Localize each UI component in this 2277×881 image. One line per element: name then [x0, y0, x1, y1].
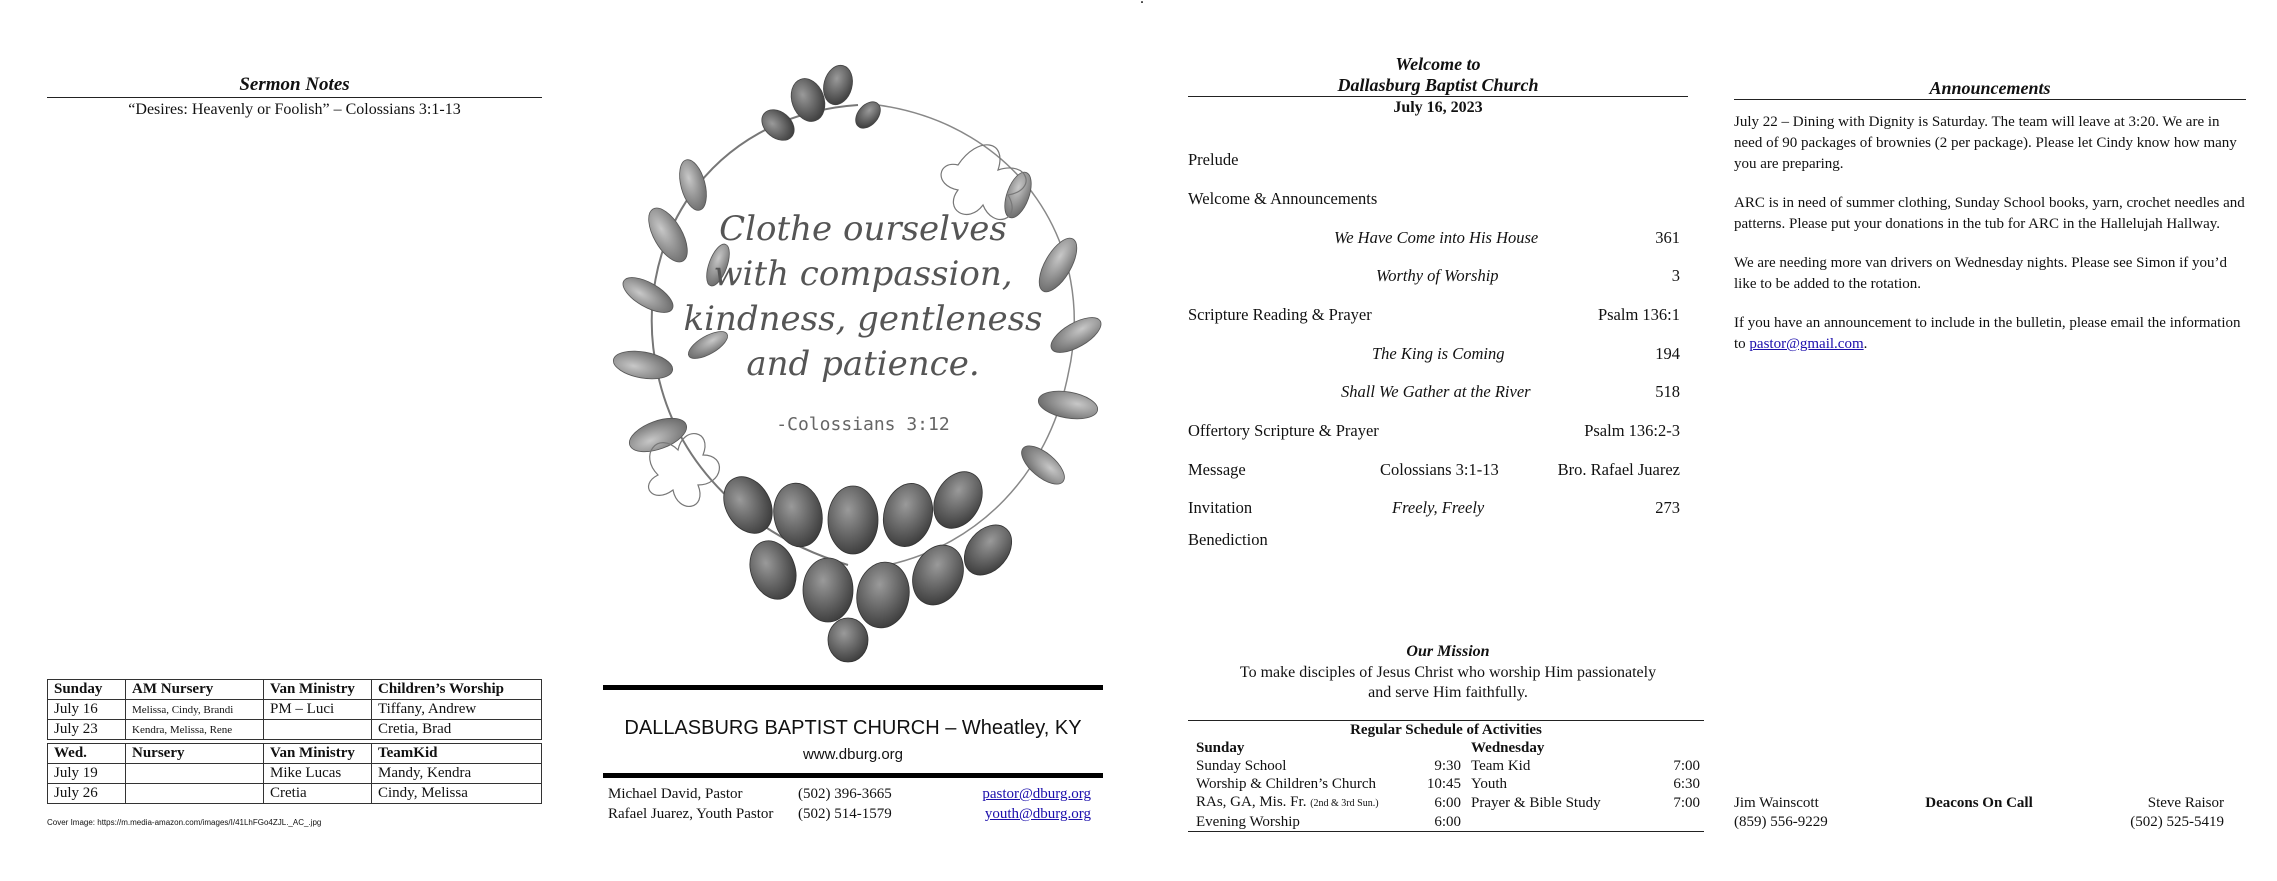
message-speaker: Bro. Rafael Juarez — [1557, 460, 1680, 479]
announcement-item: ARC is in need of summer clothing, Sunday School books, yarn, crochet needles and patterns. Please put your donations in the tub for ARC in the Hallelujah Hallway. — [1734, 195, 2245, 232]
activity-name: Worship & Children’s Church — [1196, 776, 1377, 792]
header-cell: TeamKid — [372, 744, 542, 764]
nursery-cell — [126, 784, 264, 804]
schedule-rule-top — [1188, 720, 1704, 721]
service-date: July 16, 2023 — [1393, 99, 1483, 116]
scripture-label: Scripture Reading & Prayer — [1188, 305, 1372, 324]
hymn-number: 518 — [1655, 382, 1680, 401]
contact-email-link[interactable]: pastor@dburg.org — [982, 786, 1091, 802]
hymn-number: 361 — [1655, 228, 1680, 247]
offertory-label: Offertory Scripture & Prayer — [1188, 421, 1379, 440]
verse-line: with compassion, — [713, 254, 1013, 294]
church-name-heading: Dallasburg Baptist Church — [1188, 75, 1688, 97]
scripture-row — [1188, 305, 1688, 325]
prelude: Prelude — [1188, 150, 1239, 169]
verse-line: and patience. — [746, 344, 980, 384]
invitation-label: Invitation — [1188, 498, 1253, 517]
regular-schedule-table — [1196, 739, 1700, 831]
activity-name: RAs, GA, Mis. Fr. — [1196, 794, 1307, 810]
schedule-table-wednesday — [47, 743, 542, 804]
church-website: www.dburg.org — [802, 746, 904, 763]
announcement-item: We are needing more van drivers on Wednesday nights. Please see Simon if you’d like to be added to the rotation. — [1734, 255, 2228, 292]
contact-phone: (502) 514-1579 — [798, 806, 892, 822]
hymn-title: The King is Coming — [1372, 344, 1505, 363]
teamkid-cell: Cindy, Melissa — [372, 784, 542, 804]
announcement-end: . — [1863, 336, 1868, 352]
header-cell: Sunday — [48, 680, 126, 700]
sermon-notes-panel — [47, 74, 542, 119]
invitation-song: Freely, Freely — [1392, 498, 1485, 517]
announcements-panel — [1734, 78, 2246, 373]
date-cell: July 26 — [48, 784, 126, 804]
activity-time: 6:00 — [1434, 795, 1461, 811]
teamkid-cell: Mandy, Kendra — [372, 764, 542, 784]
verse-reference: -Colossians 3:12 — [776, 414, 950, 435]
welcome-announcements: Welcome & Announcements — [1188, 189, 1378, 208]
header-cell: Van Ministry — [264, 744, 372, 764]
hymn-title: We Have Come into His House — [1334, 228, 1539, 247]
hymn-title: Worthy of Worship — [1376, 266, 1499, 285]
activity-time: 6:00 — [1434, 814, 1461, 830]
sunday-header: Sunday — [1196, 740, 1245, 756]
header-cell: Wed. — [48, 744, 126, 764]
top-mark — [1140, 0, 1144, 8]
announcement-email-link[interactable]: pastor@gmail.com — [1749, 336, 1864, 352]
hymn-number: 3 — [1671, 266, 1680, 285]
leaf-wreath-illustration — [598, 45, 1118, 665]
deacon-name: Jim Wainscott — [1734, 795, 1819, 811]
divider-top — [603, 685, 1103, 690]
activity-row — [1196, 793, 1421, 813]
message-row — [1188, 460, 1688, 480]
welcome-line: Welcome to — [1395, 54, 1481, 74]
contact-phone: (502) 396-3665 — [798, 786, 892, 802]
deacon-phone: (502) 525-5419 — [2130, 814, 2224, 830]
divider-bottom — [603, 773, 1103, 778]
hymn-number: 194 — [1655, 344, 1680, 363]
mission-block — [1188, 643, 1708, 702]
hymn-title: Shall We Gather at the River — [1341, 382, 1531, 401]
cover-art — [598, 45, 1118, 665]
nursery-cell: Melissa, Cindy, Brandi — [126, 700, 264, 720]
announcement-item — [1734, 313, 2246, 355]
date-cell: July 16 — [48, 700, 126, 720]
nursery-cell — [126, 764, 264, 784]
activity-note: (2nd & 3rd Sun.) — [1310, 798, 1379, 809]
schedule-rule-bottom — [1188, 831, 1704, 832]
header-cell: Children’s Worship — [372, 680, 542, 700]
deacon-phone: (859) 556-9229 — [1734, 814, 1828, 830]
deacons-on-call — [1734, 795, 2224, 835]
activity-name: Sunday School — [1196, 758, 1287, 774]
contact-email-link[interactable]: youth@dburg.org — [984, 806, 1091, 822]
scripture-ref: Psalm 136:1 — [1597, 305, 1680, 324]
sermon-notes-title: Sermon Notes — [47, 74, 542, 98]
announcements-title: Announcements — [1734, 78, 2246, 100]
sermon-subtitle: “Desires: Heavenly or Foolish” – Colossians 3:1-13 — [128, 101, 461, 118]
regular-schedule — [1188, 720, 1704, 832]
children-cell: Cretia, Brad — [372, 720, 542, 740]
children-cell: Tiffany, Andrew — [372, 700, 542, 720]
contact-name: Michael David, Pastor — [608, 786, 743, 802]
van-cell — [264, 720, 372, 740]
wednesday-header: Wednesday — [1471, 740, 1545, 756]
order-of-worship — [1188, 54, 1688, 564]
offertory-ref: Psalm 136:2-3 — [1584, 421, 1680, 440]
deacon-name: Steve Raisor — [2147, 795, 2224, 811]
church-name-line: DALLASBURG BAPTIST CHURCH – Wheatley, KY — [624, 717, 1082, 739]
deacons-title: Deacons On Call — [1925, 795, 2033, 811]
activity-time: 7:00 — [1673, 795, 1700, 811]
cover-credit: Cover Image: https://m.media-amazon.com/images/I/41LhFGo4ZJL._AC_.jpg — [47, 818, 322, 827]
contacts — [603, 786, 1103, 830]
activity-time: 6:30 — [1673, 776, 1700, 792]
activity-name: Evening Worship — [1196, 814, 1300, 830]
van-cell: Mike Lucas — [264, 764, 372, 784]
offertory-row — [1188, 421, 1688, 441]
church-info — [603, 685, 1103, 830]
activity-time: 9:30 — [1434, 758, 1461, 774]
announcement-item: July 22 – Dining with Dignity is Saturday. The team will leave at 3:20. We are in need of 90 packages of brownies (2 per package). Please let Cindy know how many you are preparing. — [1734, 114, 2237, 172]
schedule-table-sunday — [47, 679, 542, 740]
mission-title: Our Mission — [1406, 643, 1490, 660]
activity-name: Youth — [1471, 776, 1507, 792]
volunteer-schedule — [47, 679, 542, 804]
nursery-cell: Kendra, Melissa, Rene — [126, 720, 264, 740]
benediction: Benediction — [1188, 530, 1268, 549]
regular-schedule-title: Regular Schedule of Activities — [1350, 722, 1542, 738]
contact-name: Rafael Juarez, Youth Pastor — [608, 806, 774, 822]
invitation-row — [1188, 498, 1688, 518]
mission-line: and serve Him faithfully. — [1368, 684, 1528, 701]
date-cell: July 19 — [48, 764, 126, 784]
activity-time: 7:00 — [1673, 758, 1700, 774]
header-cell: Van Ministry — [264, 680, 372, 700]
date-cell: July 23 — [48, 720, 126, 740]
message-label: Message — [1188, 460, 1246, 479]
verse-line: Clothe ourselves — [719, 209, 1007, 249]
activity-name: Team Kid — [1471, 758, 1531, 774]
header-cell: AM Nursery — [126, 680, 264, 700]
mission-line: To make disciples of Jesus Christ who worship Him passionately — [1239, 664, 1657, 681]
verse-line: kindness, gentleness — [683, 299, 1043, 339]
header-cell: Nursery — [126, 744, 264, 764]
announcement-text: If you have an announcement to include in the bulletin, please email the information to — [1734, 315, 2241, 352]
activity-time: 10:45 — [1426, 776, 1461, 792]
van-cell: Cretia — [264, 784, 372, 804]
van-cell: PM – Luci — [264, 700, 372, 720]
invitation-number: 273 — [1655, 498, 1680, 517]
activity-name: Prayer & Bible Study — [1471, 795, 1601, 811]
message-text: Colossians 3:1-13 — [1380, 460, 1499, 479]
